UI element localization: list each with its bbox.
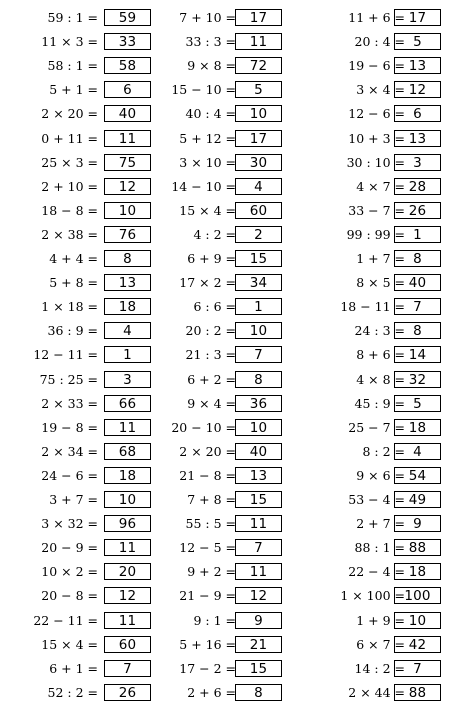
answer-box[interactable]: 68 — [104, 443, 151, 460]
answer-box[interactable]: 88 — [394, 684, 441, 701]
problem-expression: 1 + 7 = — [356, 251, 405, 266]
problem-row — [313, 660, 457, 678]
answer-box[interactable]: 7 — [394, 298, 441, 315]
answer-box[interactable]: 13 — [394, 57, 441, 74]
problem-expression: 58 : 1 = — [47, 58, 98, 74]
answer-box[interactable]: 4 — [104, 322, 151, 339]
problem-row — [0, 467, 150, 485]
answer-box[interactable]: 88 — [394, 539, 441, 556]
problem-expression: 2 × 44 = — [348, 684, 405, 700]
answer-box[interactable]: 1 — [104, 346, 151, 363]
problem-row — [313, 395, 457, 413]
answer-box[interactable]: 8 — [394, 250, 441, 267]
answer-box[interactable]: 18 — [394, 419, 441, 436]
answer-box[interactable]: 21 — [235, 636, 282, 653]
problem-expression: 4 + 4 = — [49, 251, 98, 266]
answer-box[interactable]: 12 — [235, 587, 282, 604]
answer-box[interactable]: 36 — [235, 395, 282, 412]
answer-box[interactable]: 7 — [235, 539, 282, 556]
problem-expression: 6 + 2 = — [187, 371, 236, 387]
answer-box[interactable]: 1 — [235, 298, 282, 315]
problem-expression: 12 − 5 = — [179, 540, 236, 556]
problem-row — [0, 250, 150, 268]
problem-column-1 — [0, 0, 150, 706]
problem-row — [153, 130, 303, 148]
problem-expression: 9 + 2 = — [187, 564, 236, 580]
problem-row — [0, 612, 150, 630]
problem-row — [153, 467, 303, 485]
answer-box[interactable]: 6 — [394, 105, 441, 122]
problem-row — [153, 298, 303, 316]
problem-row — [153, 419, 303, 437]
problem-expression: 20 : 4 = — [354, 34, 405, 50]
problem-row — [153, 202, 303, 220]
problem-row — [313, 154, 457, 172]
problem-expression: 20 − 10 = — [171, 419, 236, 435]
answer-box[interactable]: 33 — [104, 33, 151, 50]
answer-box[interactable]: 3 — [394, 154, 441, 171]
problem-row — [0, 202, 150, 220]
answer-box[interactable]: 17 — [235, 9, 282, 26]
problem-row — [0, 660, 150, 678]
problem-row — [0, 57, 150, 75]
answer-box[interactable]: 18 — [104, 467, 151, 484]
problem-row — [313, 9, 457, 27]
problem-expression: 2 + 6 = — [187, 684, 236, 700]
answer-box[interactable]: 2 — [235, 226, 282, 243]
answer-box[interactable]: 10 — [104, 491, 151, 508]
problem-expression: 4 : 2 = — [193, 226, 236, 242]
problem-expression: 3 + 7 = — [49, 492, 98, 507]
problem-row — [0, 81, 150, 99]
problem-row — [153, 636, 303, 654]
problem-row — [0, 130, 150, 148]
problem-row — [313, 57, 457, 75]
answer-box[interactable]: 11 — [235, 563, 282, 580]
problem-row — [0, 226, 150, 244]
answer-box[interactable]: 10 — [104, 202, 151, 219]
problem-expression: 18 − 11 = — [340, 299, 405, 315]
problem-expression: 55 : 5 = — [185, 516, 236, 532]
problem-row — [0, 322, 150, 340]
problem-row — [313, 250, 457, 268]
problem-expression: 18 − 8 = — [41, 202, 98, 218]
answer-box[interactable]: 7 — [235, 346, 282, 363]
problem-row — [153, 226, 303, 244]
problem-row — [313, 33, 457, 51]
problem-expression: 6 : 6 = — [193, 299, 236, 315]
problem-expression: 21 − 8 = — [179, 467, 236, 483]
problem-row — [153, 395, 303, 413]
answer-box[interactable]: 58 — [104, 57, 151, 74]
problem-expression: 33 − 7 = — [348, 202, 405, 218]
problem-expression: 5 + 12 = — [179, 130, 236, 146]
problem-row — [0, 515, 150, 533]
answer-box[interactable]: 17 — [235, 130, 282, 147]
answer-box[interactable]: 18 — [394, 563, 441, 580]
answer-box[interactable]: 59 — [104, 9, 151, 26]
problem-row — [153, 684, 303, 702]
problem-row — [313, 587, 457, 605]
problem-expression: 11 × 3 = — [41, 34, 98, 50]
problem-row — [153, 346, 303, 364]
problem-expression: 24 : 3 = — [354, 323, 405, 339]
answer-box[interactable]: 15 — [235, 250, 282, 267]
problem-row — [153, 563, 303, 581]
problem-expression: 14 : 2 = — [354, 660, 405, 676]
problem-row — [313, 298, 457, 316]
problem-row — [153, 274, 303, 292]
answer-box[interactable]: 30 — [235, 154, 282, 171]
answer-box[interactable]: 26 — [104, 684, 151, 701]
problem-expression: 5 + 16 = — [179, 636, 236, 652]
answer-box[interactable]: 20 — [104, 563, 151, 580]
problem-expression: 1 × 18 = — [41, 299, 98, 315]
problem-row — [153, 33, 303, 51]
problem-row — [313, 81, 457, 99]
answer-box[interactable]: 42 — [394, 636, 441, 653]
answer-box[interactable]: 11 — [235, 33, 282, 50]
problem-expression: 4 × 7 = — [356, 178, 405, 194]
problem-expression: 17 × 2 = — [179, 275, 236, 291]
problem-expression: 7 + 10 = — [179, 10, 236, 25]
answer-box[interactable]: 13 — [394, 130, 441, 147]
answer-box[interactable]: 3 — [104, 371, 151, 388]
problem-expression: 1 × 100 = — [340, 588, 405, 604]
answer-box[interactable]: 9 — [235, 612, 282, 629]
problem-expression: 52 : 2 = — [47, 684, 98, 700]
problem-row — [313, 202, 457, 220]
problem-row — [153, 178, 303, 196]
problem-row — [0, 491, 150, 509]
problem-expression: 2 + 10 = — [41, 178, 98, 194]
problem-expression: 22 − 4 = — [348, 564, 405, 580]
answer-box[interactable]: 10 — [235, 105, 282, 122]
problem-row — [313, 636, 457, 654]
problem-row — [0, 636, 150, 654]
answer-box[interactable]: 100 — [394, 587, 441, 604]
answer-box[interactable]: 11 — [235, 515, 282, 532]
problem-expression: 1 + 9 = — [356, 612, 405, 628]
answer-box[interactable]: 10 — [394, 612, 441, 629]
problem-expression: 9 : 1 = — [193, 612, 236, 628]
problem-expression: 53 − 4 = — [348, 492, 405, 507]
answer-box[interactable]: 1 — [394, 226, 441, 243]
answer-box[interactable]: 8 — [394, 322, 441, 339]
problem-expression: 8 × 5 = — [356, 275, 405, 291]
problem-column-2 — [153, 0, 303, 706]
problem-row — [313, 178, 457, 196]
problem-row — [0, 443, 150, 461]
problem-row — [153, 57, 303, 75]
answer-box[interactable]: 6 — [104, 81, 151, 98]
problem-row — [153, 81, 303, 99]
answer-box[interactable]: 15 — [235, 491, 282, 508]
problem-expression: 2 × 34 = — [41, 443, 98, 459]
problem-row — [0, 33, 150, 51]
problem-row — [313, 491, 457, 509]
answer-box[interactable]: 4 — [235, 178, 282, 195]
problem-expression: 6 + 9 = — [187, 251, 236, 266]
answer-box[interactable]: 32 — [394, 371, 441, 388]
problem-expression: 9 × 6 = — [356, 467, 405, 483]
problem-row — [153, 322, 303, 340]
answer-box[interactable]: 72 — [235, 57, 282, 74]
problem-expression: 7 + 8 = — [187, 492, 236, 507]
answer-box[interactable]: 18 — [104, 298, 151, 315]
answer-box[interactable]: 11 — [104, 419, 151, 436]
answer-box[interactable]: 60 — [235, 202, 282, 219]
problem-expression: 20 : 2 = — [185, 323, 236, 339]
problem-row — [0, 274, 150, 292]
answer-box[interactable]: 8 — [235, 371, 282, 388]
answer-box[interactable]: 10 — [235, 419, 282, 436]
problem-row — [0, 105, 150, 123]
problem-expression: 2 × 20 = — [41, 106, 98, 122]
answer-box[interactable]: 49 — [394, 491, 441, 508]
problem-row — [153, 539, 303, 557]
answer-box[interactable]: 40 — [235, 443, 282, 460]
answer-box[interactable]: 40 — [104, 105, 151, 122]
problem-expression: 30 : 10 = — [346, 154, 405, 170]
problem-expression: 15 − 10 = — [171, 82, 236, 98]
problem-row — [313, 515, 457, 533]
problem-expression: 45 : 9 = — [354, 395, 405, 411]
answer-box[interactable]: 40 — [394, 274, 441, 291]
problem-expression: 59 : 1 = — [47, 10, 98, 25]
problem-row — [153, 105, 303, 123]
problem-row — [153, 371, 303, 389]
problem-row — [0, 178, 150, 196]
answer-box[interactable]: 13 — [235, 467, 282, 484]
answer-box[interactable]: 34 — [235, 274, 282, 291]
answer-box[interactable]: 10 — [235, 322, 282, 339]
problem-row — [313, 226, 457, 244]
answer-box[interactable]: 4 — [394, 443, 441, 460]
problem-row — [153, 612, 303, 630]
problem-row — [313, 371, 457, 389]
answer-box[interactable]: 11 — [104, 539, 151, 556]
answer-box[interactable]: 12 — [104, 178, 151, 195]
answer-box[interactable]: 15 — [235, 660, 282, 677]
problem-expression: 15 × 4 = — [41, 636, 98, 652]
answer-box[interactable]: 9 — [394, 515, 441, 532]
problem-row — [153, 443, 303, 461]
answer-box[interactable]: 75 — [104, 154, 151, 171]
problem-expression: 33 : 3 = — [185, 34, 236, 50]
problem-row — [153, 154, 303, 172]
problem-row — [313, 684, 457, 702]
problem-expression: 15 × 4 = — [179, 202, 236, 218]
problem-expression: 5 + 1 = — [49, 82, 98, 98]
problem-row — [313, 443, 457, 461]
problem-expression: 19 − 6 = — [348, 58, 405, 74]
answer-box[interactable]: 5 — [394, 33, 441, 50]
answer-box[interactable]: 76 — [104, 226, 151, 243]
problem-row — [153, 250, 303, 268]
problem-row — [0, 539, 150, 557]
problem-expression: 21 − 9 = — [179, 588, 236, 604]
problem-row — [0, 587, 150, 605]
problem-row — [0, 154, 150, 172]
problem-expression: 3 × 4 = — [356, 82, 405, 98]
problem-row — [0, 563, 150, 581]
answer-box[interactable]: 28 — [394, 178, 441, 195]
problem-expression: 8 + 6 = — [356, 347, 405, 363]
problem-expression: 6 + 1 = — [49, 660, 98, 676]
problem-row — [313, 539, 457, 557]
problem-row — [0, 298, 150, 316]
problem-row — [0, 395, 150, 413]
problem-expression: 25 × 3 = — [41, 154, 98, 170]
answer-box[interactable]: 66 — [104, 395, 151, 412]
problem-expression: 40 : 4 = — [185, 106, 236, 122]
problem-row — [313, 563, 457, 581]
problem-row — [153, 491, 303, 509]
problem-expression: 21 : 3 = — [185, 347, 236, 363]
problem-expression: 6 × 7 = — [356, 636, 405, 652]
answer-box[interactable]: 26 — [394, 202, 441, 219]
problem-column-3 — [313, 0, 457, 706]
answer-box[interactable]: 7 — [394, 660, 441, 677]
answer-box[interactable]: 8 — [104, 250, 151, 267]
problem-expression: 19 − 8 = — [41, 419, 98, 435]
problem-expression: 8 : 2 = — [362, 443, 405, 459]
problem-row — [313, 322, 457, 340]
problem-row — [313, 105, 457, 123]
problem-row — [0, 346, 150, 364]
answer-box[interactable]: 54 — [394, 467, 441, 484]
problem-row — [153, 9, 303, 27]
problem-row — [313, 612, 457, 630]
problem-row — [313, 274, 457, 292]
problem-row — [0, 419, 150, 437]
answer-box[interactable]: 8 — [235, 684, 282, 701]
problem-expression: 20 − 9 = — [41, 540, 98, 556]
problem-row — [0, 684, 150, 702]
problem-expression: 25 − 7 = — [348, 419, 405, 435]
answer-box[interactable]: 5 — [235, 81, 282, 98]
problem-row — [313, 467, 457, 485]
problem-expression: 2 + 7 = — [356, 516, 405, 532]
problem-expression: 10 + 3 = — [348, 130, 405, 146]
problem-expression: 4 × 8 = — [356, 371, 405, 387]
answer-box[interactable]: 12 — [104, 587, 151, 604]
problem-expression: 2 × 20 = — [179, 443, 236, 459]
answer-box[interactable]: 11 — [104, 612, 151, 629]
problem-expression: 9 × 8 = — [187, 58, 236, 74]
problem-row — [153, 587, 303, 605]
problem-row — [313, 419, 457, 437]
answer-box[interactable]: 7 — [104, 660, 151, 677]
problem-expression: 2 × 33 = — [41, 395, 98, 411]
problem-expression: 14 − 10 = — [171, 178, 236, 194]
answer-box[interactable]: 11 — [104, 130, 151, 147]
problem-expression: 12 − 6 = — [348, 106, 405, 122]
answer-box[interactable]: 96 — [104, 515, 151, 532]
problem-expression: 11 + 6 = — [348, 10, 405, 25]
problem-expression: 17 − 2 = — [179, 660, 236, 676]
problem-expression: 75 : 25 = — [39, 371, 98, 387]
problem-expression: 2 × 38 = — [41, 226, 98, 242]
problem-row — [313, 130, 457, 148]
problem-expression: 20 − 8 = — [41, 588, 98, 604]
problem-expression: 5 + 8 = — [49, 275, 98, 291]
problem-expression: 9 × 4 = — [187, 395, 236, 411]
problem-expression: 10 × 2 = — [41, 564, 98, 580]
problem-row — [0, 9, 150, 27]
problem-expression: 22 − 11 = — [33, 612, 98, 628]
problem-row — [0, 371, 150, 389]
answer-box[interactable]: 5 — [394, 395, 441, 412]
problem-expression: 88 : 1 = — [354, 540, 405, 556]
problem-expression: 99 : 99 = — [346, 226, 405, 242]
problem-expression: 3 × 10 = — [179, 154, 236, 170]
problem-expression: 0 + 11 = — [41, 130, 98, 146]
answer-box[interactable]: 60 — [104, 636, 151, 653]
problem-expression: 3 × 32 = — [41, 516, 98, 532]
problem-row — [313, 346, 457, 364]
problem-expression: 36 : 9 = — [47, 323, 98, 339]
answer-box[interactable]: 13 — [104, 274, 151, 291]
answer-box[interactable]: 14 — [394, 346, 441, 363]
answer-box[interactable]: 17 — [394, 9, 441, 26]
problem-row — [153, 515, 303, 533]
problem-expression: 12 − 11 = — [33, 347, 98, 363]
answer-box[interactable]: 12 — [394, 81, 441, 98]
problem-expression: 24 − 6 = — [41, 467, 98, 483]
problem-row — [153, 660, 303, 678]
